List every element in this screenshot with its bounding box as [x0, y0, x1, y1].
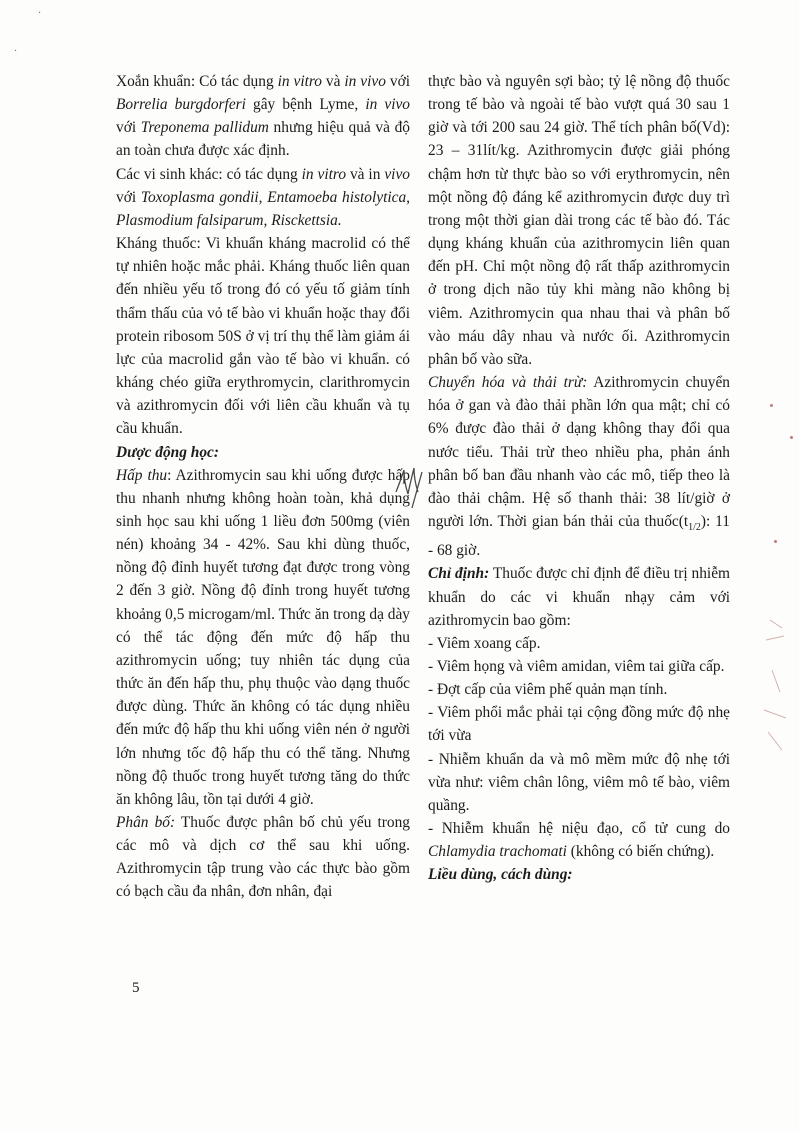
paragraph-metabolism-excretion: Chuyển hóa và thải trừ: Azithromycin chuyển hóa ở gan và đào thải phần lớn qua mật; chỉ có 6% được đào thải ở dạng không thay đổi qua nước tiểu. Thải trừ theo nhiều pha, phản ánh phân bố ban đầu nhanh vào các mô, tiếp theo là đào thải chậm. Hệ số thanh thải: 38 lít/giờ ở người lớn. Thời gian bán thải của $thuốc(t_{1/2})$: 11 - 68 giờ.: [428, 374, 730, 560]
list-item: - Viêm họng và viêm amidan, viêm tai giữa cấp.: [428, 657, 725, 675]
scan-speck: ·: [38, 8, 42, 19]
list-item: - Nhiễm khuẩn hệ niệu đạo, cổ tử cung do Chlamydia trachomati (không có biến chứng).: [428, 820, 730, 861]
stamp-trace: [790, 436, 793, 439]
right-column: [428, 70, 730, 887]
heading-dosage: Liều dùng, cách dùng:: [428, 866, 573, 884]
heading-pharmacokinetics: Dược động học:: [116, 443, 219, 461]
paragraph-resistance: Kháng thuốc: Vi khuẩn kháng macrolid có thể tự nhiên hoặc mắc phải. Kháng thuốc liên quan đến nhiều yếu tố trong đó có yếu tố giảm tính thẩm thấu của vỏ tế bào vi khuẩn hoặc thay đổi protein ribosom 50S ở vị trí thụ thể làm giảm ái lực của macrolid gắn vào tế bào vi khuẩn. có kháng chéo giữa erythromycin, clarithromycin và azithromycin đối với liên cầu khuẩn và tụ cầu khuẩn.: [116, 235, 410, 438]
list-item: - Nhiễm khuẩn da và mô mềm mức độ nhẹ tới vừa như: viêm chân lông, viêm mô tế bào, viêm quầng.: [428, 750, 730, 814]
handwritten-initials-mark: [392, 462, 432, 510]
list-item: - Viêm phổi mắc phải tại cộng đồng mức độ nhẹ tới vừa: [428, 704, 730, 745]
scan-speck: ·: [14, 46, 18, 57]
stamp-trace: [774, 540, 777, 543]
paragraph-distribution: Phân bố: Thuốc được phân bố chủ yếu trong các mô và dịch cơ thể sau khi uống. Azithromycin tập trung vào các thực bào gồm có bạch cầu đa nhân, đơn nhân, đại: [116, 814, 410, 901]
paragraph-distribution-continued: thực bào và nguyên sợi bào; tỷ lệ nồng độ thuốc trong tế bào và ngoài tế bào vượt quá 30 sau 1 giờ và tới 200 sau 24 giờ. Thể tích phân bố(Vd): 23 – 31lít/kg. Azithromycin được giải phóng chậm hơn từ thực bào so với erythromycin, nên một nồng độ đáng kể azithromycin được duy trì trong một thời gian dài trong các tế bào đó. Tác dụng kháng khuẩn của azithromycin liên quan đến pH. Chỉ một nồng độ rất thấp azithromycin ở trong dịch não tủy khi màng não không bị viêm. Azithromycin qua nhau thai và phân bố vào máu dây nhau và nước ối. Azithromycin phân bố vào sữa.: [428, 73, 730, 368]
paragraph-indications: Chỉ định: Thuốc được chỉ định để điều trị nhiễm khuẩn do các vi khuẩn nhạy cảm với azithromycin bao gồm:: [428, 565, 730, 629]
paragraph-spirochetes: Xoắn khuẩn: Có tác dụng in vitro và in vivo với Borrelia burgdorferi gây bệnh Lyme, in vivo với Treponema pallidum nhưng hiệu quả và độ an toàn chưa được xác định.: [116, 73, 411, 160]
page-number: 5: [132, 980, 140, 996]
paragraph-other-microbes: Các vi sinh khác: có tác dụng in vitro và in vivo với Toxoplasma gondii, Entamoeba histolytica, Plasmodium falsiparum, Risckettsia.: [116, 165, 410, 229]
list-item: - Viêm xoang cấp.: [428, 634, 541, 652]
stamp-trace: [770, 404, 773, 407]
list-item: - Đợt cấp của viêm phế quản mạn tính.: [428, 681, 668, 699]
paragraph-absorption: Hấp thu: Azithromycin sau khi uống được hấp thu nhanh nhưng không hoàn toàn, khả dụng sinh học sau khi uống 1 liều đơn 500mg (viên nén) khoảng 34 - 42%. Sau khi dùng thuốc, nồng độ đỉnh huyết tương đạt được trong vòng 2 đến 3 giờ. Nồng độ đỉnh trong huyết tương khoảng 0,5 microgam/ml. Thức ăn trong dạ dày có thể tác động đến mức độ hấp thu azithromycin uống; tuy nhiên tác dụng của thức ăn đến hấp thu, phụ thuộc vào dạng thuốc được dùng. Thức ăn không có tác dụng nhiều đến mức độ hấp thu khi uống viên nén ở người lớn nhưng tốc độ hấp thu có thể tăng. Nhưng nồng độ thuốc trong huyết tương tăng do thức ăn không lâu, tồn tại dưới 4 giờ.: [116, 466, 410, 808]
left-column: [116, 70, 410, 904]
margin-stamp-fragment: [756, 600, 792, 760]
